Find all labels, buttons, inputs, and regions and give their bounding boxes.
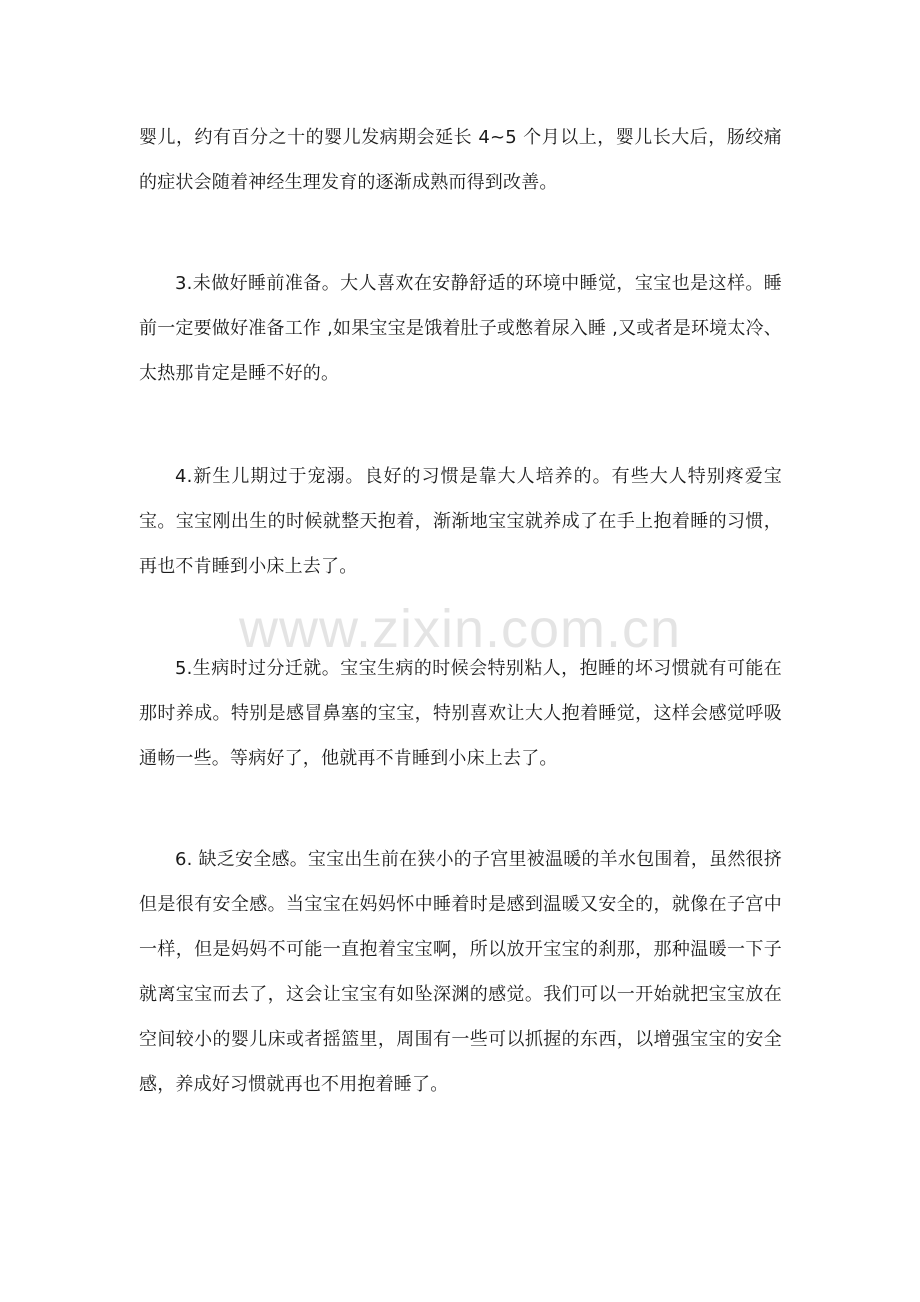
watermark: www.zixin.com.cn: [238, 599, 682, 659]
paragraph-3-bedtime-prep: 3.未做好睡前准备。大人喜欢在安静舒适的环境中睡觉，宝宝也是这样。睡前一定要做好准备工作 ,如果宝宝是饿着肚子或憋着尿入睡 ,又或者是环境太冷、太热那肯定是睡不好的。: [139, 273, 782, 384]
paragraph-colic-continued: 婴儿，约有百分之十的婴儿发病期会延长 4~5 个月以上，婴儿长大后，肠绞痛的症状会随着神经生理发育的逐渐成熟而得到改善。: [139, 127, 782, 193]
paragraph-4-overindulgence: 4.新生儿期过于宠溺。良好的习惯是靠大人培养的。有些大人特别疼爱宝宝。宝宝刚出生的时候就整天抱着，渐渐地宝宝就养成了在手上抱着睡的习惯，再也不肯睡到小床上去了。: [139, 466, 782, 577]
paragraph-5-illness: 5.生病时过分迁就。宝宝生病的时候会特别粘人，抱睡的坏习惯就有可能在那时养成。特别是感冒鼻塞的宝宝，特别喜欢让大人抱着睡觉，这样会感觉呼吸通畅一些。等病好了，他就再不肯睡到小床上去了。: [139, 658, 782, 769]
paragraph-6-security: 6. 缺乏安全感。宝宝出生前在狭小的子宫里被温暖的羊水包围着，虽然很挤但是很有安全感。当宝宝在妈妈怀中睡着时是感到温暖又安全的，就像在子宫中一样，但是妈妈不可能一直抱着宝宝啊，所以放开宝宝的刹那，那种温暖一下子就离宝宝而去了，这会让宝宝有如坠深渊的感觉。我们可以一开始就把宝宝放在空间较小的婴儿床或者摇篮里，周围有一些可以抓握的东西，以增强宝宝的安全感，养成好习惯就再也不用抱着睡了。: [139, 849, 782, 1095]
